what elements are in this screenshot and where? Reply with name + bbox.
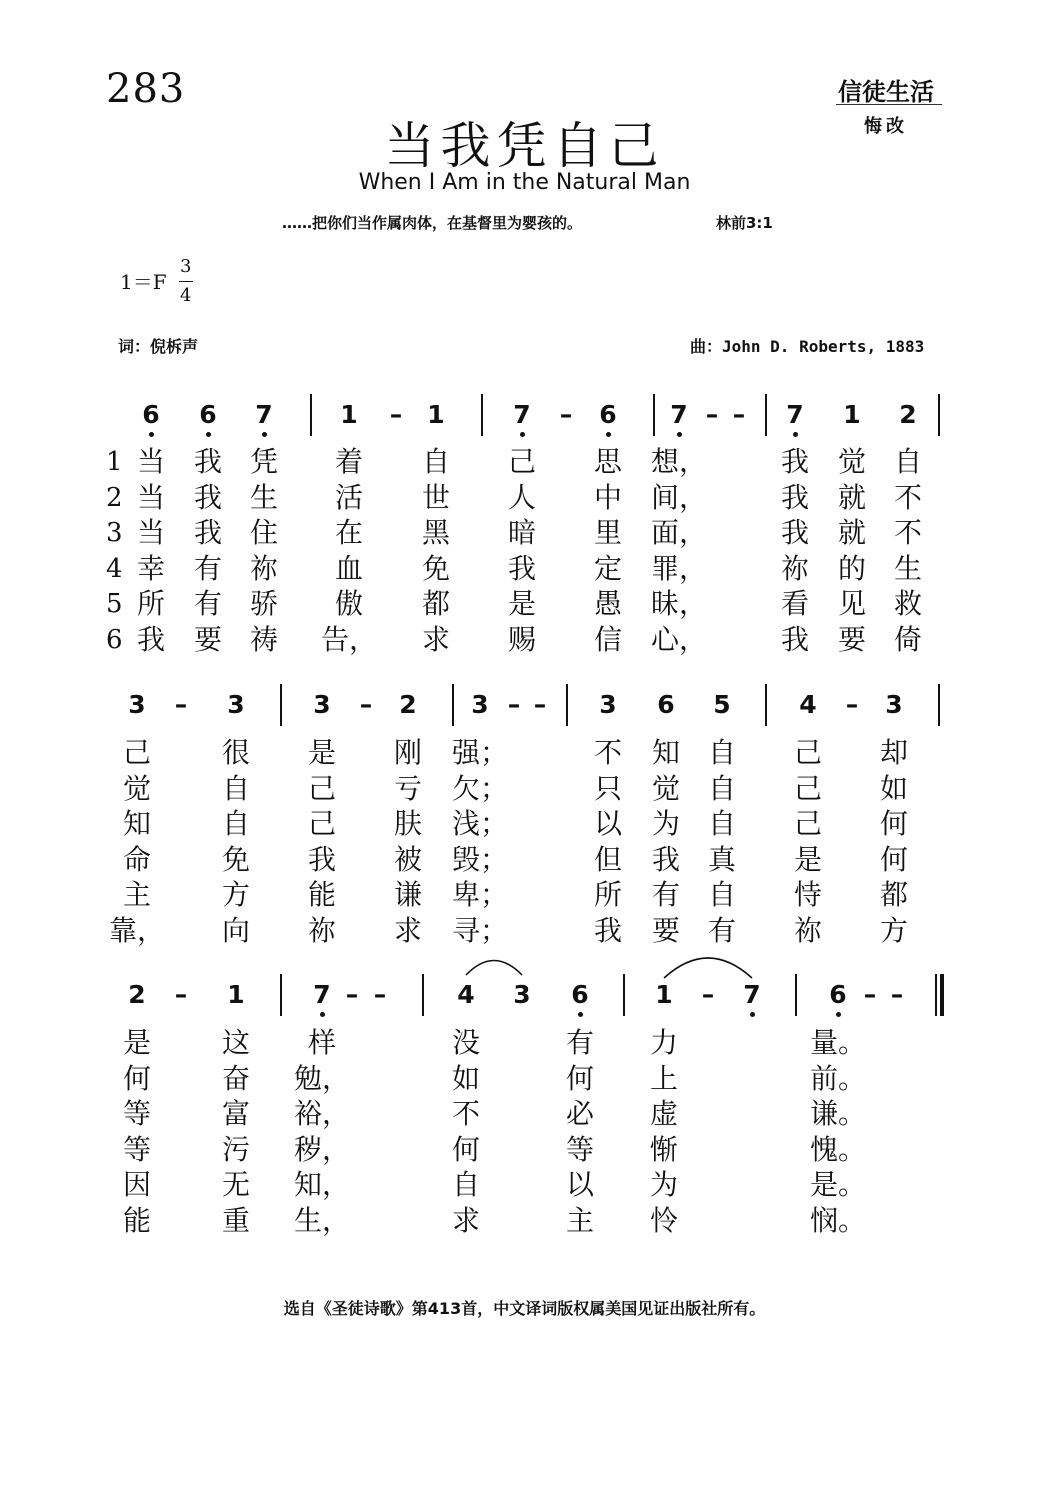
sustain-dash: – [174,690,188,719]
lyric-syllable: 亏 [393,771,423,805]
lyric-syllable: 必 [565,1097,595,1130]
lyric-syllable: 是 [793,842,823,876]
lyric-syllable: 很 [221,736,251,769]
lyric-syllable: 何 [122,1061,152,1095]
lyric-syllable: 世 [421,480,451,514]
lyric-syllable: 自 [707,878,737,911]
lyric-syllable: 要 [837,622,867,656]
lyric-syllable: 我 [307,842,337,876]
lyric-syllable: 谦 [393,878,423,911]
lyric-syllable: 何 [451,1132,481,1166]
lyric-syllable: 不 [893,480,923,514]
lyric-syllable: 知 [122,807,152,840]
lyric-syllable: 何 [879,807,909,840]
lyric-syllable: 暗 [507,516,537,549]
lyric-syllable: 人 [507,480,537,514]
lyric-syllable: 定 [593,551,623,585]
lyric-syllable: 何 [565,1061,595,1095]
lyric-syllable: 怜 [649,1203,679,1237]
lyric-syllable: 自 [451,1168,481,1201]
note: 3 [227,690,245,719]
verse-number: 3 [106,518,123,548]
lyric-syllable: 昧， [650,587,708,620]
lyric-syllable: 自 [893,445,923,478]
sustain-dash: – [174,980,188,1009]
composer-credit: 曲：John D. Roberts, 1883 [690,337,925,356]
lyric-syllable: 何 [879,842,909,876]
sustain-dash: – [373,980,387,1009]
lyric-syllable: 在 [334,516,364,549]
lyric-syllable: 骄 [249,587,279,620]
title-english: When I Am in the Natural Man [358,170,691,195]
lyric-syllable: 是 [307,736,337,769]
verse-number: 2 [106,482,123,513]
note: 7 [513,400,531,429]
lyric-syllable: 求 [451,1203,481,1237]
lyric-syllable: 卑； [451,878,509,911]
note: 4 [799,690,817,719]
lyric-syllable: 向 [221,913,251,947]
lyric-syllable: 倚 [893,622,923,656]
lyric-syllable: 以 [593,807,623,840]
lyric-syllable: 能 [307,878,337,911]
subcategory-label: 悔改 [864,116,908,137]
lyric-syllable: 不 [593,736,623,769]
lyric-syllable: 告， [320,622,378,656]
lyric-syllable: 我 [780,480,810,514]
lyric-syllable: 为 [651,807,681,840]
key-signature: 1＝F [120,270,167,294]
lyric-syllable: 有 [565,1026,595,1059]
lyric-syllable: 生 [249,480,279,514]
lyric-syllable: 活 [334,480,364,514]
lyric-syllable: 思 [593,445,623,478]
lyric-syllable: 自 [221,807,251,840]
lyric-syllable: 寻； [451,913,509,947]
note: 6 [829,980,847,1009]
lyric-syllable: 是 [122,1026,152,1059]
sustain-dash: – [863,980,877,1009]
sustain-dash: – [507,690,521,719]
lyric-syllable: 知， [293,1168,351,1201]
lyric-syllable: 样 [307,1026,337,1059]
lyric-syllable: 毁； [451,842,509,876]
lyric-syllable: 求 [421,622,451,656]
sustain-dash: – [890,980,904,1009]
lyric-syllable: 上 [649,1061,679,1095]
lyric-syllable: 所 [136,587,166,620]
lyric-syllable: 有 [193,551,223,585]
sustain-dash: – [389,400,403,429]
lyric-syllable: 是。 [809,1168,867,1201]
note: 6 [599,400,617,429]
lyric-syllable: 己 [793,736,823,769]
lyric-syllable: 都 [421,587,451,620]
lyric-syllable: 所 [593,878,623,911]
scripture-verse: ……把你们当作属肉体，在基督里为婴孩的。 [282,214,583,232]
note: 7 [786,400,804,429]
lyric-syllable: 我 [193,480,223,514]
slur [664,958,752,978]
lyric-syllable: 救 [893,587,923,620]
lyric-syllable: 信 [593,622,623,656]
lyric-syllable: 见 [837,587,867,620]
lyric-syllable: 自 [707,771,737,805]
note: 3 [313,690,331,719]
lyric-syllable: 量。 [809,1026,867,1059]
lyric-syllable: 想， [650,445,708,478]
note: 3 [885,690,903,719]
lyric-syllable: 力 [649,1026,679,1059]
slur [466,961,522,976]
lyric-syllable: 强； [451,736,509,769]
lyric-syllable: 的 [837,551,867,585]
lyric-syllable: 如 [879,771,909,805]
lyric-syllable: 自 [707,807,737,840]
lyric-syllable: 祷 [249,622,279,656]
scripture-reference: 林前3:1 [716,214,773,232]
lyric-syllable: 我 [780,516,810,549]
lyric-syllable: 重 [221,1203,251,1237]
sustain-dash: – [705,400,719,429]
note: 7 [255,400,273,429]
note: 6 [142,400,160,429]
lyric-syllable: 等 [565,1132,595,1166]
lyric-syllable: 祢 [249,551,279,585]
lyric-syllable: 黑 [421,516,451,549]
lyric-syllable: 免 [221,842,251,876]
lyric-syllable: 觉 [837,445,867,478]
lyric-syllable: 勉， [293,1061,351,1095]
lyric-syllable: 因 [122,1168,152,1201]
verse-number: 5 [106,589,123,619]
note: 3 [513,980,531,1009]
note: 3 [599,690,617,719]
lyric-syllable: 当 [136,480,166,514]
lyric-syllable: 血 [334,551,364,585]
lyric-syllable: 我 [593,913,623,947]
note: 3 [128,690,146,719]
lyric-syllable: 自 [221,771,251,805]
lyric-syllable: 却 [879,736,909,769]
note: 7 [670,400,688,429]
lyric-syllable: 刚 [393,736,423,769]
note: 1 [227,980,245,1009]
lyric-syllable: 着 [334,445,364,478]
lyric-syllable: 有 [193,587,223,620]
lyric-syllable: 靠， [108,913,166,947]
lyric-syllable: 前。 [809,1061,867,1095]
lyric-syllable: 我 [193,516,223,549]
time-signature-top: 3 [180,256,192,277]
note: 2 [128,980,146,1009]
note: 2 [899,400,917,429]
lyric-syllable: 我 [780,445,810,478]
lyric-syllable: 己 [307,807,337,840]
lyric-syllable: 方 [879,913,909,947]
sustain-dash: – [732,400,746,429]
lyric-syllable: 这 [221,1026,251,1059]
lyric-syllable: 己 [507,445,537,478]
time-signature-bottom: 4 [180,285,192,306]
lyric-syllable: 己 [793,807,823,840]
lyric-syllable: 觉 [122,771,152,805]
note: 6 [657,690,675,719]
note: 4 [457,980,475,1009]
lyric-syllable: 不 [451,1097,481,1130]
lyric-syllable: 没 [451,1026,481,1059]
lyric-syllable: 等 [122,1097,152,1130]
lyric-syllable: 愧。 [809,1132,867,1166]
note: 5 [713,690,731,719]
lyric-syllable: 不 [893,516,923,549]
note: 6 [571,980,589,1009]
lyric-syllable: 就 [837,516,867,549]
sustain-dash: – [701,980,715,1009]
title-chinese: 当我凭自己 [384,117,665,175]
lyric-syllable: 当 [136,445,166,478]
lyric-syllable: 有 [651,878,681,911]
lyric-syllable: 奋 [221,1061,251,1095]
lyric-syllable: 虚 [649,1097,679,1130]
note: 1 [340,400,358,429]
note: 6 [199,400,217,429]
sustain-dash: – [345,980,359,1009]
lyric-syllable: 生 [893,551,923,585]
lyric-syllable: 都 [879,878,909,911]
copyright-footer: 选自《圣徒诗歌》第413首，中文译词版权属美国见证出版社所有。 [283,1299,766,1318]
lyric-syllable: 真 [707,842,737,876]
lyric-syllable: 肤 [393,807,423,840]
lyric-syllable: 主 [565,1203,595,1237]
lyric-syllable: 罪， [650,551,708,585]
note: 1 [427,400,445,429]
lyric-syllable: 求 [393,913,423,947]
lyric-syllable: 悯。 [809,1203,867,1237]
lyric-syllable: 己 [307,771,337,805]
hymn-number: 283 [106,66,186,112]
lyric-syllable: 己 [122,736,152,769]
lyric-syllable: 被 [393,842,423,876]
note: 3 [471,690,489,719]
lyric-syllable: 秽， [293,1132,351,1166]
note: 1 [655,980,673,1009]
lyric-syllable: 我 [136,622,166,656]
lyric-syllable: 住 [249,516,279,549]
lyric-syllable: 命 [122,842,152,876]
note: 7 [313,980,331,1009]
lyric-syllable: 中 [593,480,623,514]
lyric-syllable: 凭 [249,445,279,478]
lyric-syllable: 裕， [293,1097,351,1130]
lyric-syllable: 生， [293,1203,351,1237]
lyric-syllable: 傲 [334,587,364,620]
verse-number: 4 [106,553,123,584]
lyric-syllable: 谦。 [809,1097,867,1130]
lyric-syllable: 自 [707,736,737,769]
lyric-syllable: 觉 [651,771,681,805]
lyric-syllable: 富 [221,1097,251,1130]
lyric-syllable: 心， [650,622,708,656]
lyric-syllable: 我 [193,445,223,478]
note: 1 [843,400,861,429]
lyric-syllable: 愚 [593,587,623,620]
lyric-syllable: 间， [650,480,708,514]
lyric-syllable: 面， [650,516,708,549]
lyric-syllable: 就 [837,480,867,514]
lyric-syllable: 幸 [136,551,166,585]
note: 2 [399,690,417,719]
lyric-syllable: 但 [593,842,623,876]
category-label: 信徒生活 [838,77,934,106]
lyric-syllable: 有 [707,913,737,947]
lyric-syllable: 祢 [793,913,823,947]
note: 7 [743,980,761,1009]
lyric-syllable: 我 [507,551,537,585]
lyric-syllable: 浅； [451,807,509,840]
verse-number: 6 [106,624,123,655]
lyric-syllable: 要 [193,622,223,656]
lyric-syllable: 自 [421,445,451,478]
lyric-syllable: 知 [651,736,681,769]
lyric-syllable: 等 [122,1132,152,1166]
lyric-syllable: 无 [221,1168,251,1201]
lyric-syllable: 方 [221,878,251,911]
sustain-dash: – [359,690,373,719]
lyric-syllable: 为 [649,1168,679,1201]
lyric-syllable: 能 [122,1203,152,1237]
lyric-syllable: 里 [593,516,623,549]
lyric-syllable: 要 [651,913,681,947]
lyric-syllable: 只 [593,771,623,805]
lyric-syllable: 看 [780,587,810,620]
lyric-syllable: 赐 [507,622,537,656]
lyric-syllable: 恃 [793,878,823,911]
sustain-dash: – [845,690,859,719]
lyric-syllable: 祢 [780,551,810,585]
lyric-syllable: 免 [421,551,451,585]
lyric-syllable: 污 [221,1132,251,1166]
lyric-syllable: 己 [793,771,823,805]
lyric-syllable: 我 [651,842,681,876]
lyric-syllable: 以 [565,1168,595,1201]
lyric-syllable: 欠； [451,771,509,805]
lyric-syllable: 如 [451,1061,481,1095]
lyricist-credit: 词：倪柝声 [118,337,199,356]
verse-number: 1 [106,447,123,477]
lyric-syllable: 惭 [649,1132,679,1166]
lyric-syllable: 主 [122,878,152,911]
sustain-dash: – [533,690,547,719]
lyric-syllable: 当 [136,516,166,549]
lyric-syllable: 我 [780,622,810,656]
lyric-syllable: 祢 [307,913,337,947]
sustain-dash: – [559,400,573,429]
lyric-syllable: 是 [507,587,537,620]
